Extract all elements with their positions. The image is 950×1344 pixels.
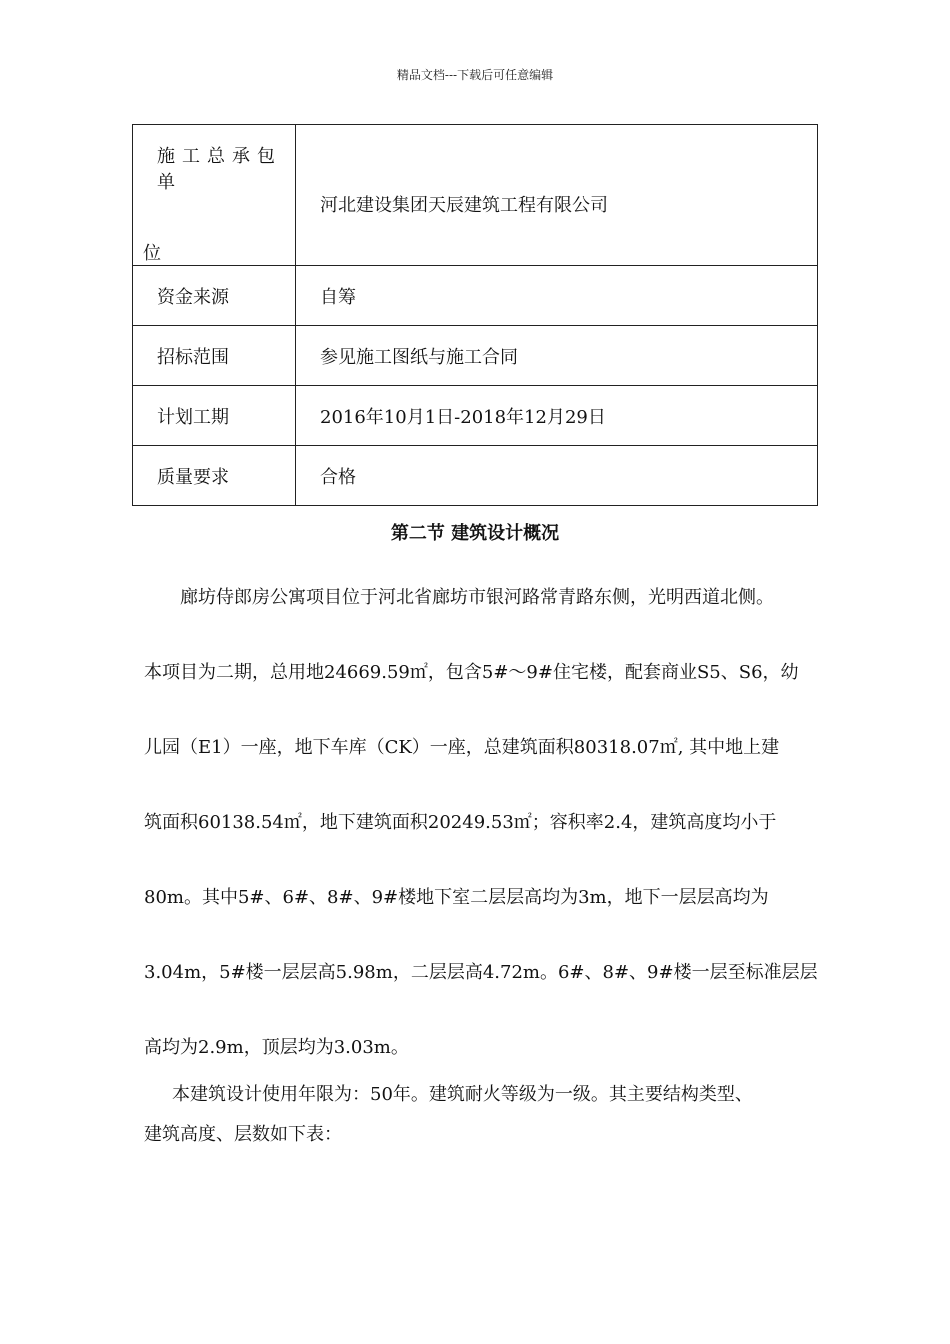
paragraph-line: 建筑高度、层数如下表： <box>144 1124 342 1145</box>
table-label: 质量要求 <box>157 466 229 488</box>
table-label-continued: 位 <box>143 243 161 264</box>
table-label-cell <box>133 326 296 386</box>
table-label: 资金来源 <box>157 286 229 308</box>
section-title: 第二节 建筑设计概况 <box>390 523 560 544</box>
table-value: 河北建设集团天辰建筑工程有限公司 <box>320 194 608 216</box>
paragraph-line: 80m。其中5#、6#、8#、9#楼地下室二层层高均为3m，地下一层层高均为 <box>144 887 769 908</box>
table-value: 2016年10月1日-2018年12月29日 <box>296 386 818 446</box>
project-info-table <box>132 124 818 506</box>
table-label-cell <box>133 446 296 506</box>
table-value: 自筹 <box>296 266 818 326</box>
table-row <box>133 386 818 446</box>
table-label: 招标范围 <box>157 346 229 368</box>
table-row <box>133 446 818 506</box>
paragraph-line: 高均为2.9m，顶层均为3.03m。 <box>144 1037 409 1058</box>
table-value: 合格 <box>296 446 818 506</box>
table-row <box>133 326 818 386</box>
paragraph-line: 3.04m，5#楼一层层高5.98m，二层层高4.72m。6#、8#、9#楼一层至标准层层 <box>144 962 818 983</box>
table-value-cell <box>296 125 818 266</box>
table-value: 参见施工图纸与施工合同 <box>296 326 818 386</box>
table-label-cell <box>133 386 296 446</box>
page-header: 精品文档---下载后可任意编辑 <box>396 68 554 82</box>
paragraph-line: 筑面积60138.54㎡，地下建筑面积20249.53㎡；容积率2.4，建筑高度均小于 <box>144 812 777 833</box>
paragraph-line: 本项目为二期，总用地24669.59㎡，包含5#～9#住宅楼，配套商业S5、S6，幼 <box>144 662 799 683</box>
table-label-cell <box>133 266 296 326</box>
table-label: 计划工期 <box>157 406 229 428</box>
table-label-cell <box>133 125 296 266</box>
paragraph-line: 廊坊侍郎房公寓项目位于河北省廊坊市银河路常青路东侧，光明西道北侧。 <box>180 587 774 608</box>
table-label: 施工总承包单 <box>157 146 282 193</box>
paragraph-line: 本建筑设计使用年限为：50年。建筑耐火等级为一级。其主要结构类型、 <box>172 1084 753 1105</box>
table-row <box>133 125 818 266</box>
paragraph-line: 儿园（E1）一座，地下车库（CK）一座，总建筑面积80318.07㎡, 其中地上建 <box>144 737 780 758</box>
table-row <box>133 266 818 326</box>
